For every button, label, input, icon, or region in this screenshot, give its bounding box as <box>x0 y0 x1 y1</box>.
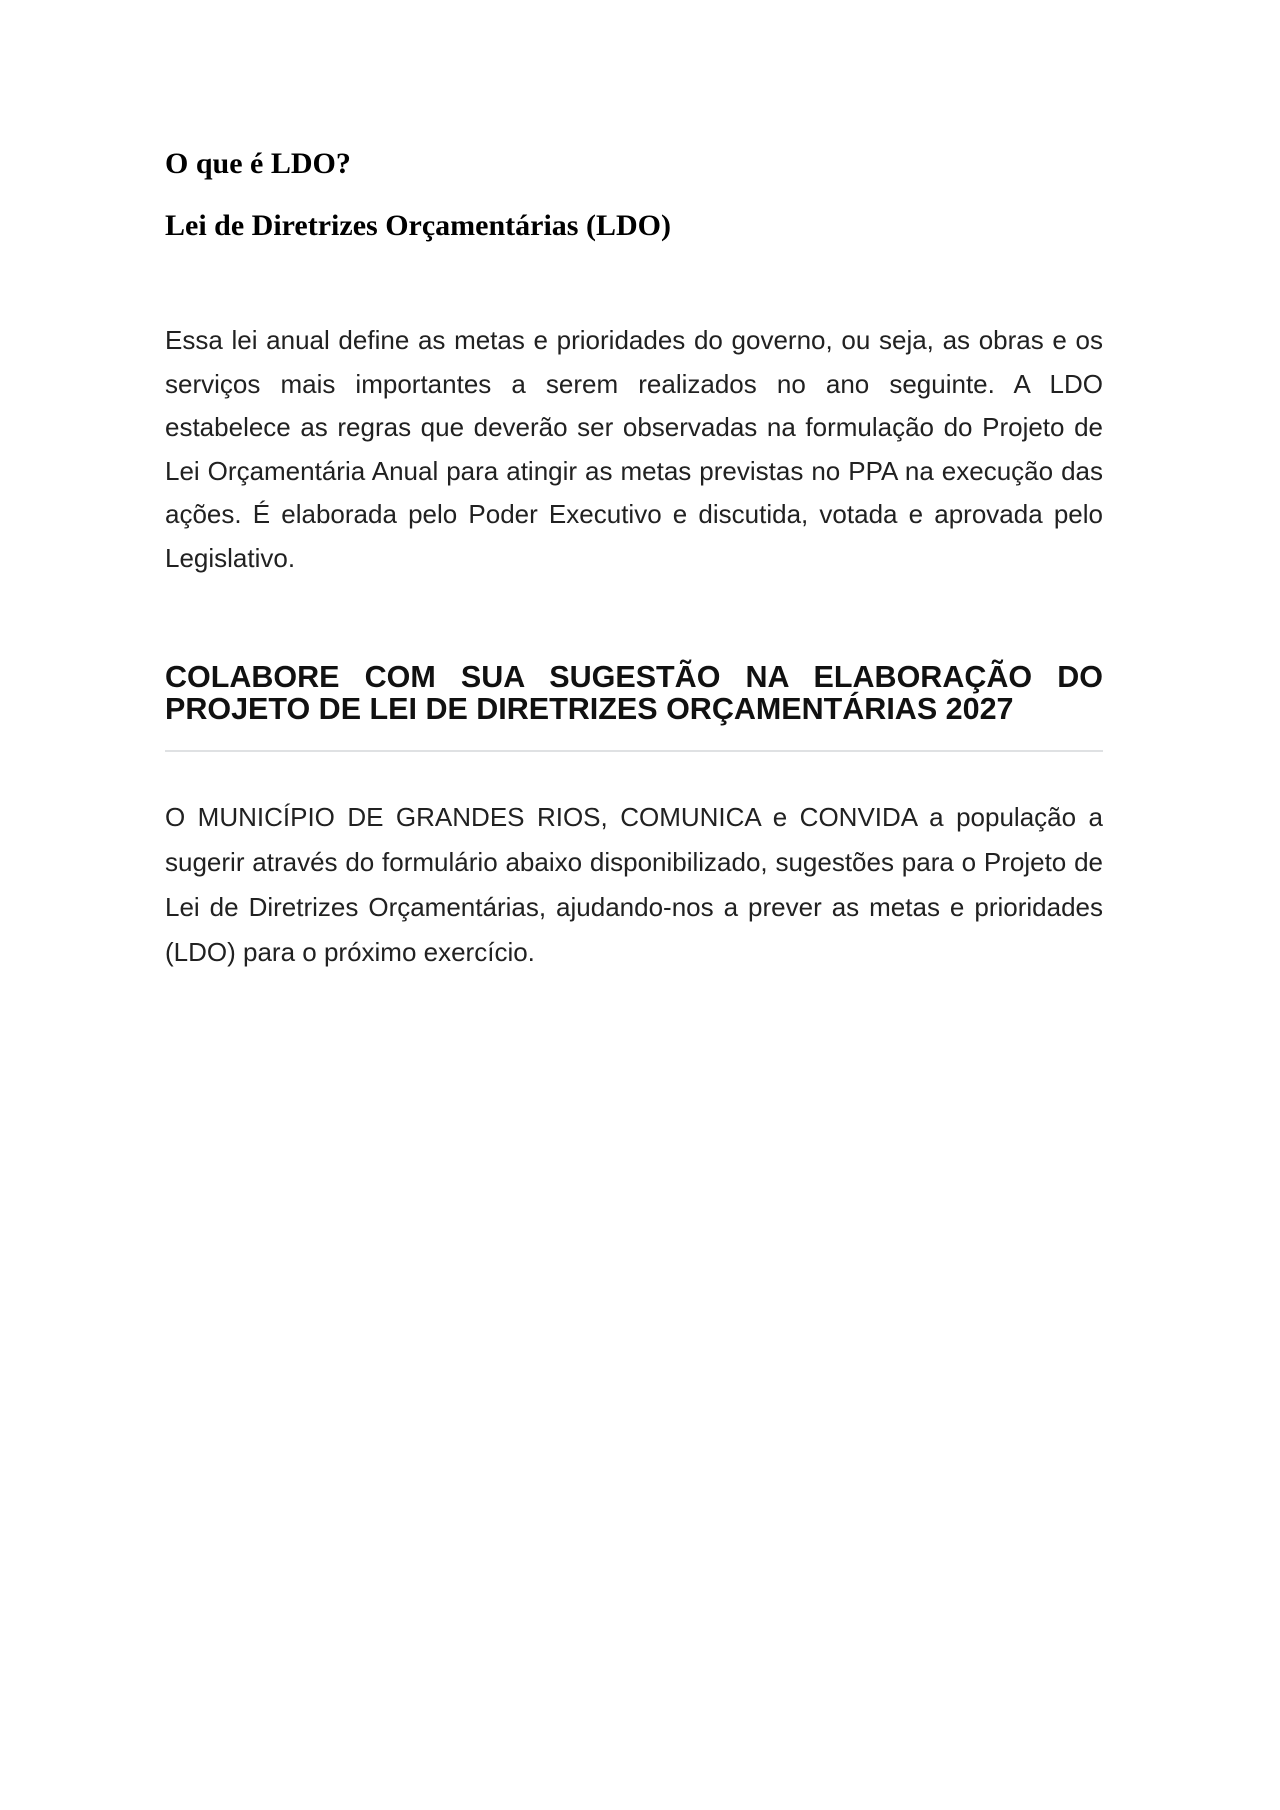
paragraph-line: sugerir através do formulário abaixo disponibilizado, sugestões para o Projeto de <box>165 847 1103 877</box>
intro-paragraph <box>165 319 1103 580</box>
text-column <box>165 0 1103 1810</box>
paragraph-line: Essa lei anual define as metas e prioridades do governo, ou seja, as obras e os <box>165 325 1103 355</box>
page-title: O que é LDO? <box>165 147 351 180</box>
paragraph-line: Lei Orçamentária Anual para atingir as metas previstas no PPA na execução das <box>165 455 1103 486</box>
paragraph-line: estabelece as regras que deverão ser observadas na formulação do Projeto de <box>165 412 1103 442</box>
paragraph-line: O MUNICÍPIO DE GRANDES RIOS, COMUNICA e CONVIDA a população a <box>165 802 1103 832</box>
section-heading <box>165 661 1103 725</box>
page-subtitle: Lei de Diretrizes Orçamentárias (LDO) <box>165 209 671 242</box>
section-heading-line: COLABORE COM SUA SUGESTÃO NA ELABORAÇÃO DO <box>165 660 1103 694</box>
paragraph-line: Lei de Diretrizes Orçamentárias, ajudando-nos a prever as metas e prioridades <box>165 892 1103 922</box>
paragraph-line: ações. É elaborada pelo Poder Executivo e discutida, votada e aprovada pelo <box>165 499 1103 529</box>
paragraph-line: (LDO) para o próximo exercício. <box>165 937 535 967</box>
invitation-paragraph <box>165 795 1103 975</box>
paragraph-line: serviços mais importantes a serem realizados no ano seguinte. A LDO <box>165 368 1103 399</box>
section-heading-line: PROJETO DE LEI DE DIRETRIZES ORÇAMENTÁRIAS 2027 <box>165 692 1014 726</box>
section-divider <box>165 750 1103 752</box>
paragraph-line: Legislativo. <box>165 542 296 573</box>
